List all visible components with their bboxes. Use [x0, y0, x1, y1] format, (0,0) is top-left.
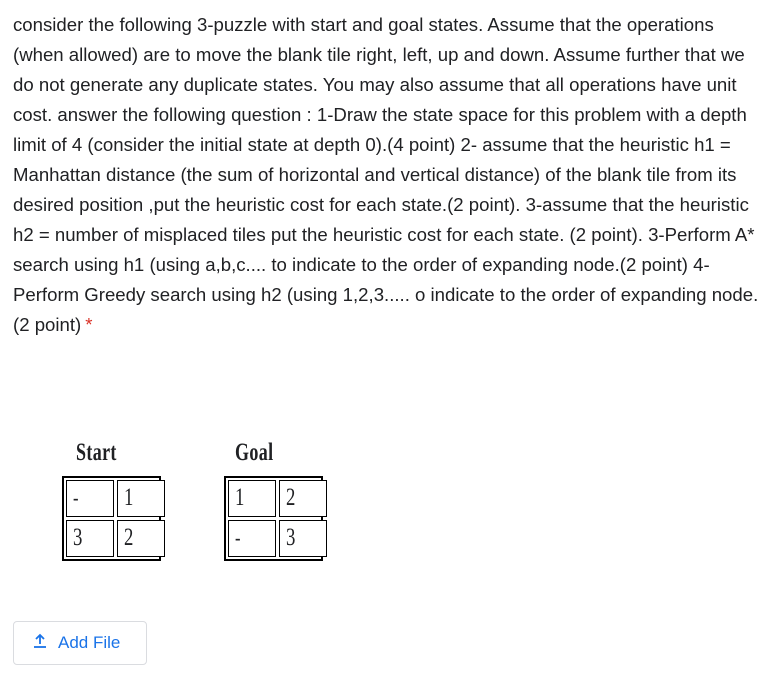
required-asterisk: * — [85, 314, 93, 335]
question-text — [13, 10, 761, 340]
goal-puzzle — [224, 438, 323, 561]
goal-cell-2: 2 — [279, 480, 327, 517]
start-cell-4: 2 — [117, 520, 165, 557]
goal-grid — [224, 476, 323, 561]
question-body: consider the following 3-puzzle with start and goal states. Assume that the operations (when allowed) are to move the blank tile right, left, up and down. Assume further that we do not generate any duplicate states. You may also assume that all operations have unit cost. answer the following question : 1-Draw the state space for this problem with a depth limit of 4 (consider the initial state at depth 0).(4 point) 2- assume that the heuristic h1 = Manhattan distance (the sum of horizontal and vertical distance) of the blank tile from its desired position ,put the heuristic cost for each state.(2 point). 3-assume that the heuristic h2 = number of misplaced tiles put the heuristic cost for each state. (2 point). 3-Perform A* search using h1 (using a,b,c.... to indicate to the order of expanding node.(2 point) 4- Perform Greedy search using h2 (using 1,2,3..... o indicate to the order of expanding node.(2 point) — [13, 14, 759, 335]
start-cell-1: - — [66, 480, 114, 517]
goal-cell-3: - — [228, 520, 276, 557]
goal-cell-1: 1 — [228, 480, 276, 517]
start-puzzle — [62, 438, 161, 561]
start-cell-2: 1 — [117, 480, 165, 517]
start-cell-3: 3 — [66, 520, 114, 557]
start-grid — [62, 476, 161, 561]
add-file-label: Add File — [58, 633, 121, 652]
goal-cell-4: 3 — [279, 520, 327, 557]
upload-icon — [32, 633, 48, 654]
start-title: Start — [76, 439, 117, 466]
add-file-button[interactable] — [13, 621, 147, 665]
goal-title: Goal — [235, 439, 274, 466]
